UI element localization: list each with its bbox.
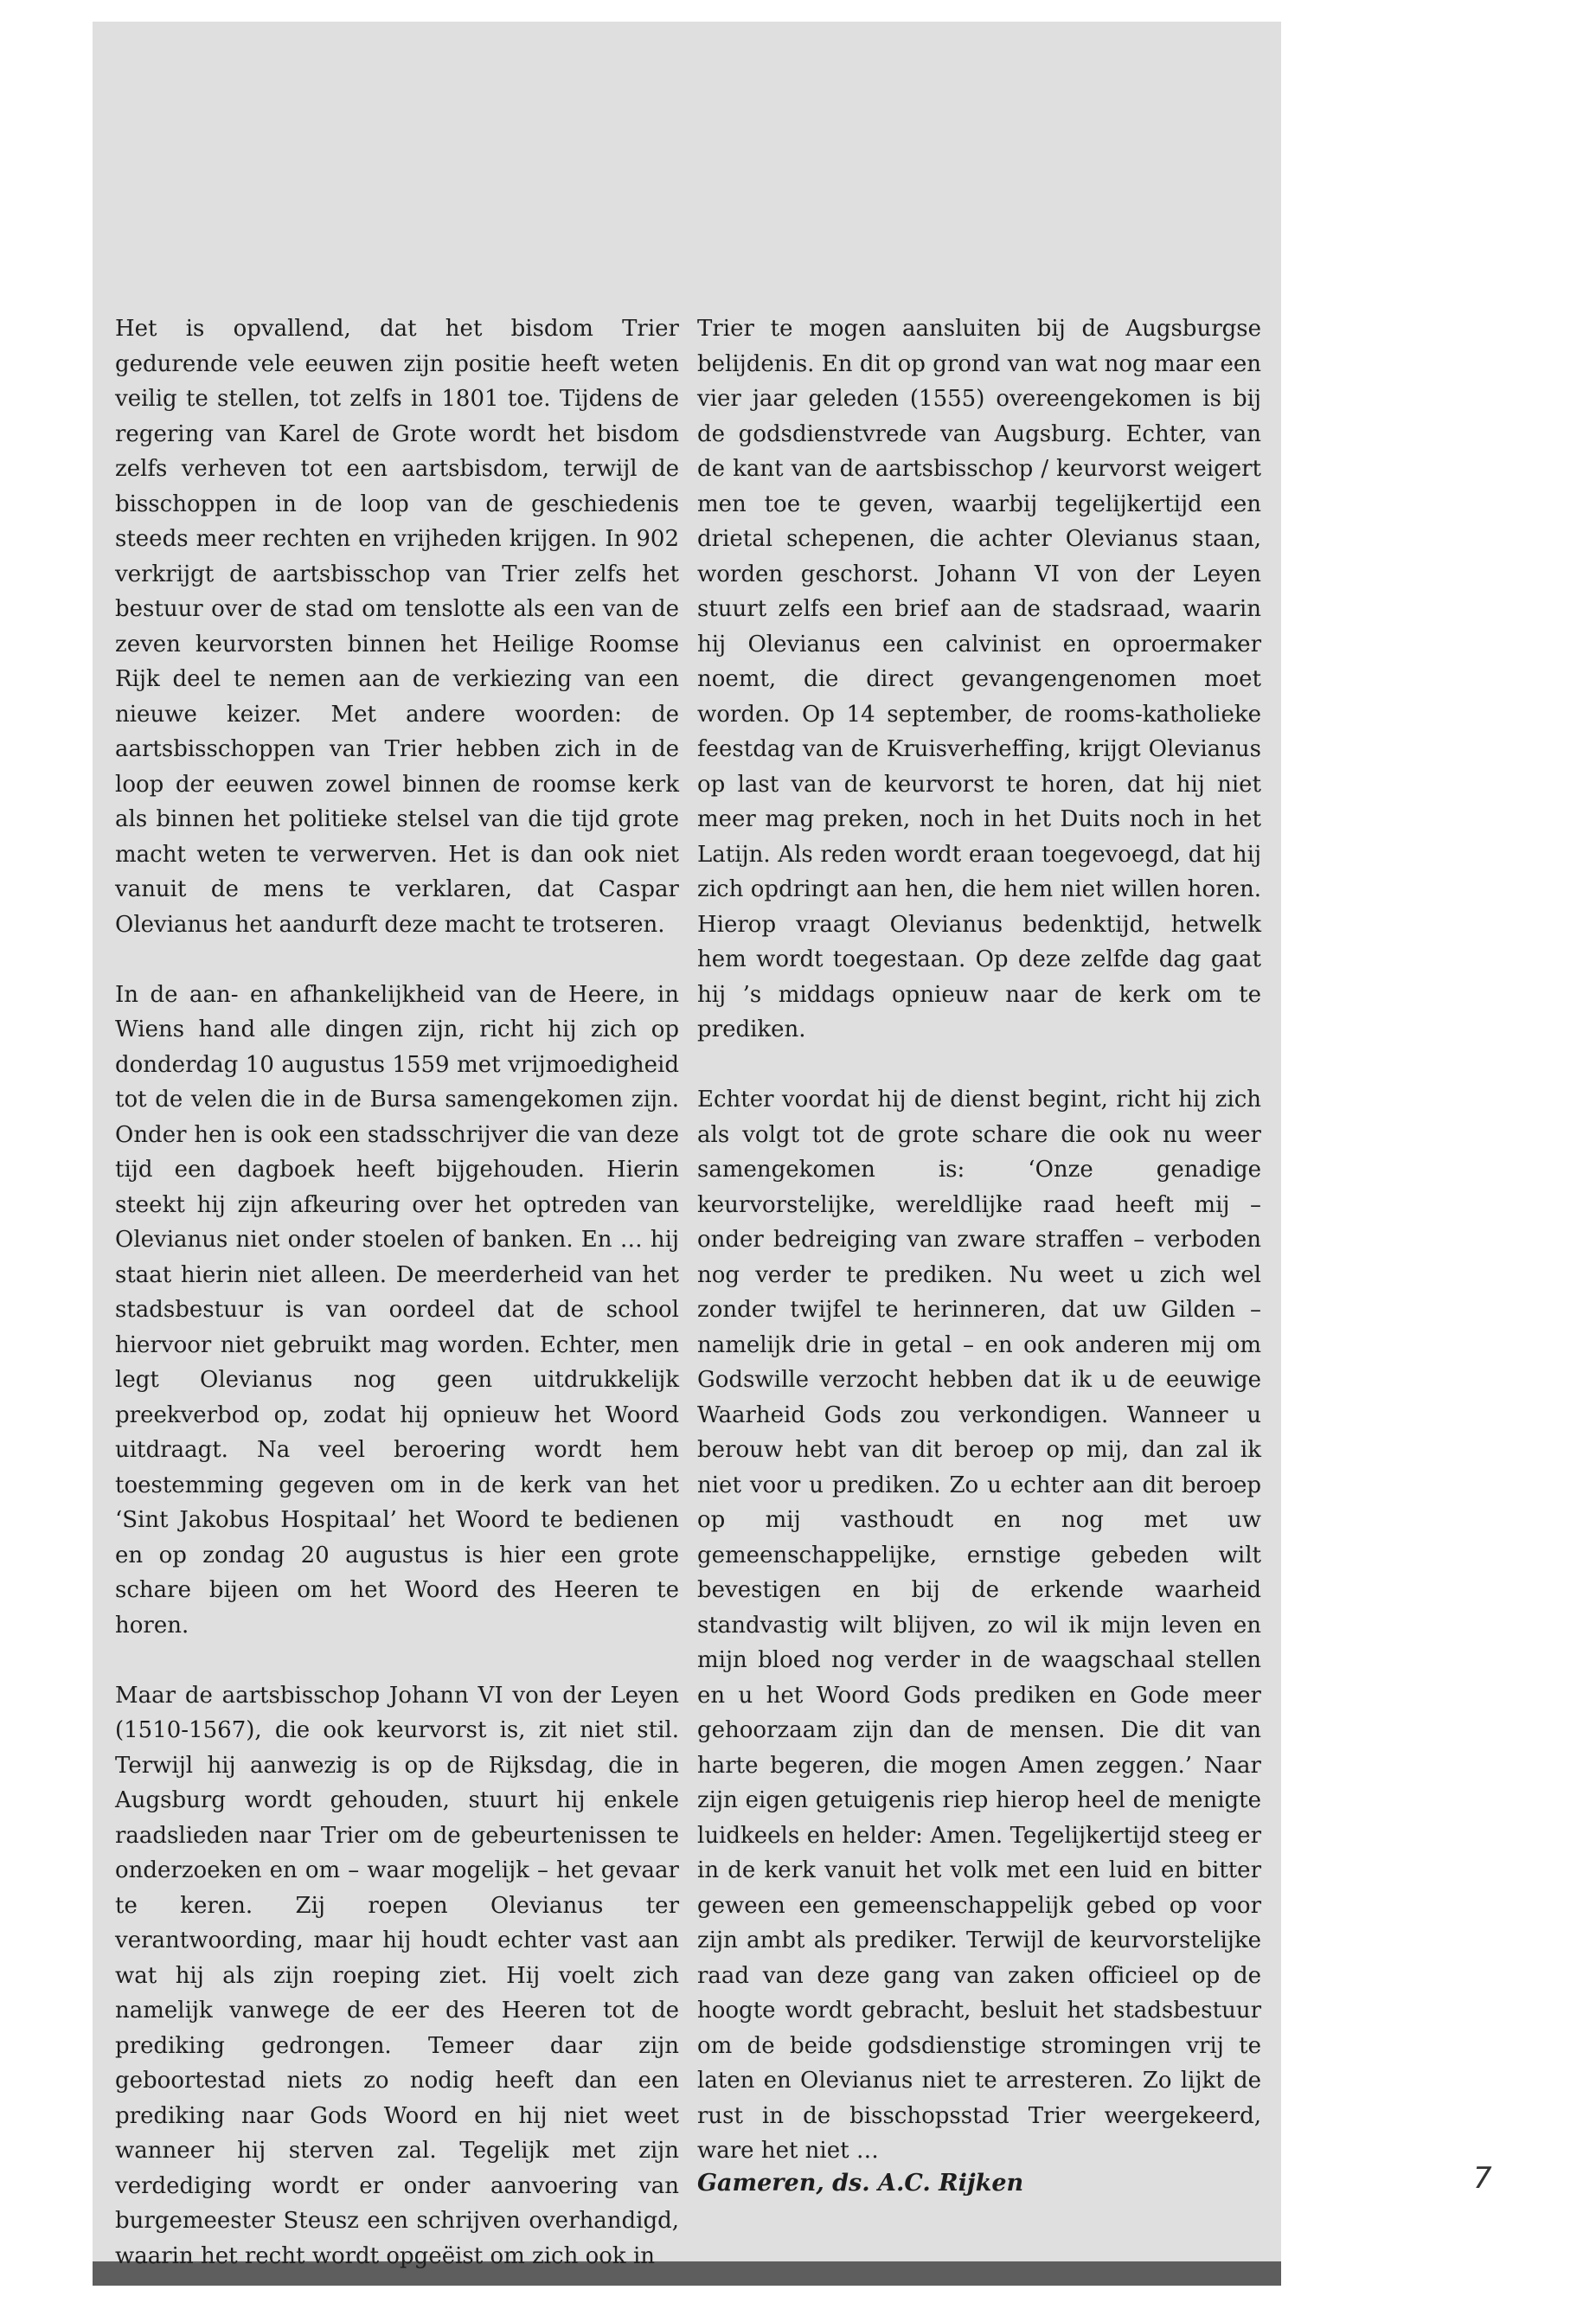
- paragraph: In de aan- en afhankelijkheid van de Heere, in Wiens hand alle dingen zijn, richt hij zich op donderdag 10 augustus 1559 met vrijmoedigheid tot de velen die in de Bursa samengekomen zijn. Onder hen is ook een stadsschrijver die van deze tijd een dagboek heeft bijgehouden. Hierin steekt hij zijn afkeuring over het optreden van Olevianus niet onder stoelen of banken. En … hij staat hierin niet alleen. De meerderheid van het stadsbestuur is van oordeel dat de school hiervoor niet gebruikt mag worden. Echter, men legt Olevianus nog geen uitdrukkelijk preekverbod op, zodat hij opnieuw het Woord uitdraagt. Na veel beroering wordt hem toestemming gegeven om in de kerk van het ‘Sint Jakobus Hospitaal’ het Woord te bedienen en op zondag 20 augustus is hier een grote schare bijeen om het Woord des Heeren te horen.: [115, 981, 679, 1639]
- paragraph: Het is opvallend, dat het bisdom Trier gedurende vele eeuwen zijn positie heeft weten veilig te stellen, tot zelfs in 1801 toe. Tijdens de regering van Karel de Grote wordt het bisdom zelfs verheven tot een aartsbisdom, terwijl de bisschoppen in de loop van de geschiedenis steeds meer rechten en vrijheden krijgen. In 902 verkrijgt de aartsbisschop van Trier zelfs het bestuur over de stad om tenslotte als een van de zeven keurvorsten binnen het Heilige Roomse Rijk deel te nemen aan de verkiezing van een nieuwe keizer. Met andere woorden: de aartsbisschoppen van Trier hebben zich in de loop der eeuwen zowel binnen de roomse kerk als binnen het politieke stelsel van die tijd grote macht weten te verwerven. Het is dan ook niet vanuit de mens te verklaren, dat Caspar Olevianus het aandurft deze macht te trotseren.: [115, 316, 679, 938]
- left-column: [115, 311, 679, 2309]
- author-signature: Gameren, ds. A.C. Rijken: [697, 2170, 1024, 2197]
- page-number: 7: [1473, 2161, 1492, 2196]
- paragraph: Trier te mogen aansluiten bij de Augsburgse belijdenis. En dit op grond van wat nog maar een vier jaar geleden (1555) overeengekomen is bij de godsdienstvrede van Augsburg. Echter, van de kant van de aartsbisschop / keurvorst weigert men toe te geven, waarbij tegelijkertijd een drietal schepenen, die achter Olevianus staan, worden geschorst. Johann VI von der Leyen stuurt zelfs een brief aan de stadsraad, waarin hij Olevianus een calvinist en oproermaker noemt, die direct gevangengenomen moet worden. Op 14 september, de rooms-katholieke feestdag van de Kruisverheffing, krijgt Olevianus op last van de keurvorst te horen, dat hij niet meer mag preken, noch in het Duits noch in het Latijn. Als reden wordt eraan toegevoegd, dat hij zich opdringt aan hen, die hem niet willen horen. Hierop vraagt Olevianus bedenktijd, hetwelk hem wordt toegestaan. Op deze zelfde dag gaat hij ’s middags opnieuw naar de kerk om te prediken.: [697, 316, 1261, 1042]
- right-column: [697, 311, 1261, 2203]
- paragraph: Echter voordat hij de dienst begint, richt hij zich als volgt tot de grote schare die ook nu weer samengekomen is: ‘Onze genadige keurvorstelijke, wereldlijke raad heeft mij – onder bedreiging van zware straffen – verboden nog verder te prediken. Nu weet u zich wel zonder twijfel te herinneren, dat uw Gilden – namelijk drie in getal – en ook anderen mij om Godswille verzocht hebben dat ik u de eeuwige Waarheid Gods zou verkondigen. Wanneer u berouw hebt van dit beroep op mij, dan zal ik niet voor u prediken. Zo u echter aan dit beroep op mij vasthoudt en nog met uw gemeenschappelijke, ernstige gebeden wilt bevestigen en bij de erkende waarheid standvastig wilt blijven, zo wil ik mijn leven en mijn bloed nog verder in de waagschaal stellen en u het Woord Gods prediken en Gode meer gehoorzaam zijn dan de mensen. Die dit van harte begeren, die mogen Amen zeggen.’ Naar zijn eigen getuigenis riep hierop heel de menigte luidkeels en helder: Amen. Tegelijkertijd steeg er in de kerk vanuit het volk met een luid en bitter geween een gemeenschappelijk gebed op voor zijn ambt als prediker. Terwijl de keurvorstelijke raad van deze gang van zaken officieel op de hoogte wordt gebracht, besluit het stadsbestuur om de beide godsdienstige stromingen vrij te laten en Olevianus niet te arresteren. Zo lijkt de rust in de bisschopsstad Trier weergekeerd, ware het niet …: [697, 1087, 1261, 2164]
- paragraph: Maar de aartsbisschop Johann VI von der Leyen (1510-1567), die ook keurvorst is, zit niet stil. Terwijl hij aanwezig is op de Rijksdag, die in Augsburg wordt gehouden, stuurt hij enkele raadslieden naar Trier om de gebeurtenissen te onderzoeken en om – waar mogelijk – het gevaar te keren. Zij roepen Olevianus ter verantwoording, maar hij houdt echter vast aan wat hij als zijn roeping ziet. Hij voelt zich namelijk vanwege de eer des Heeren tot de prediking gedrongen. Temeer daar zijn geboortestad niets zo nodig heeft dan een prediking naar Gods Woord en hij niet weet wanneer hij sterven zal. Tegelijk met zijn verdediging wordt er onder aanvoering van burgemeester Steusz een schrijven overhandigd, waarin het recht wordt opgeëist om zich ook in: [115, 1682, 679, 2269]
